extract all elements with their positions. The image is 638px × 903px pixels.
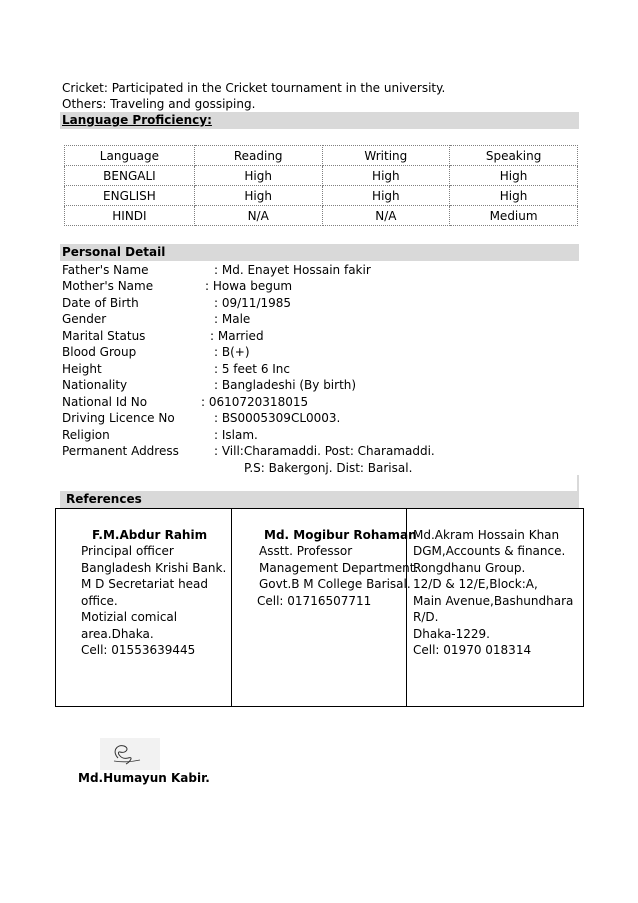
personal-detail-bar — [60, 244, 579, 261]
field-label-mother: Mother's Name — [62, 279, 154, 293]
field-value-nationality: : Bangladeshi (By birth) — [214, 378, 357, 392]
references-bar — [60, 491, 579, 508]
speaking-level: High — [450, 186, 578, 206]
reference-3-line: Dhaka-1229. — [413, 627, 490, 641]
cricket-activity: Cricket: Participated in the Cricket tournament in the university. — [62, 81, 446, 95]
reference-3-line: R/D. — [413, 610, 439, 624]
field-value-address-line2: P.S: Bakergonj. Dist: Barisal. — [244, 461, 413, 475]
references-heading: References — [66, 492, 142, 506]
reference-3-line: Rongdhanu Group. — [413, 561, 526, 575]
language-proficiency-bar — [60, 112, 579, 129]
writing-level: High — [322, 186, 450, 206]
header-writing: Writing — [322, 146, 450, 166]
reference-3-line: DGM,Accounts & finance. — [413, 544, 566, 558]
field-label-gender: Gender — [62, 312, 107, 326]
reading-level: N/A — [194, 206, 322, 226]
language-table-header — [65, 146, 578, 166]
field-label-dob: Date of Birth — [62, 296, 139, 310]
field-value-religion: : Islam. — [214, 428, 258, 442]
reference-1-line: Cell: 01553639445 — [81, 643, 196, 657]
references-bar-top — [577, 475, 579, 491]
header-reading: Reading — [194, 146, 322, 166]
others-activity: Others: Traveling and gossiping. — [62, 97, 256, 111]
reference-2-name: Md. Mogibur Rohaman — [264, 528, 417, 542]
field-label-marital: Marital Status — [62, 329, 146, 343]
field-value-address: : Vill:Charamaddi. Post: Charamaddi. — [214, 444, 435, 458]
references-box — [55, 508, 584, 707]
language-name: HINDI — [65, 206, 195, 226]
header-speaking: Speaking — [450, 146, 578, 166]
field-value-marital: : Married — [210, 329, 264, 343]
language-name: BENGALI — [65, 166, 195, 186]
reference-1-name: F.M.Abdur Rahim — [92, 528, 208, 542]
reference-1-line: Bangladesh Krishi Bank. — [81, 561, 227, 575]
language-proficiency-heading: Language Proficiency: — [62, 113, 212, 127]
field-value-blood: : B(+) — [214, 345, 250, 359]
reference-1-line: area.Dhaka. — [81, 627, 154, 641]
reference-3-line: 12/D & 12/E,Block:A, — [413, 577, 538, 591]
field-label-nationality: Nationality — [62, 378, 128, 392]
speaking-level: High — [450, 166, 578, 186]
reference-3-line: Md.Akram Hossain Khan — [413, 528, 560, 542]
reading-level: High — [194, 166, 322, 186]
writing-level: N/A — [322, 206, 450, 226]
table-row — [65, 166, 578, 186]
table-row — [65, 186, 578, 206]
reference-2-line: Cell: 01716507711 — [257, 594, 372, 608]
field-label-religion: Religion — [62, 428, 110, 442]
reference-1-line: M D Secretariat head — [81, 577, 209, 591]
reference-1-line: Principal officer — [81, 544, 174, 558]
signature-image — [100, 738, 160, 770]
field-value-dob: : 09/11/1985 — [214, 296, 292, 310]
field-label-father: Father's Name — [62, 263, 149, 277]
language-table — [64, 145, 578, 226]
reference-2 — [231, 509, 419, 706]
header-language: Language — [65, 146, 195, 166]
personal-detail-heading: Personal Detail — [62, 245, 166, 259]
speaking-level: Medium — [450, 206, 578, 226]
field-label-nid: National Id No — [62, 395, 148, 409]
reading-level: High — [194, 186, 322, 206]
field-value-height: : 5 feet 6 Inc — [214, 362, 291, 376]
field-value-father: : Md. Enayet Hossain fakir — [214, 263, 371, 277]
field-label-address: Permanent Address — [62, 444, 179, 458]
field-value-gender: : Male — [214, 312, 251, 326]
field-value-driving: : BS0005309CL0003. — [214, 411, 341, 425]
field-value-nid: : 0610720318015 — [201, 395, 309, 409]
reference-1-line: Motizial comical — [81, 610, 178, 624]
field-value-mother: : Howa begum — [205, 279, 293, 293]
reference-3-line: Main Avenue,Bashundhara — [413, 594, 574, 608]
language-name: ENGLISH — [65, 186, 195, 206]
reference-2-line: Asstt. Professor — [259, 544, 353, 558]
table-row — [65, 206, 578, 226]
writing-level: High — [322, 166, 450, 186]
reference-3-line: Cell: 01970 018314 — [413, 643, 532, 657]
field-label-blood: Blood Group — [62, 345, 137, 359]
reference-3 — [406, 509, 584, 706]
reference-2-line: Management Department. — [259, 561, 419, 575]
field-label-height: Height — [62, 362, 102, 376]
reference-2-line: Govt.B M College Barisal. — [259, 577, 411, 591]
reference-1-line: office. — [81, 594, 118, 608]
signature-name: Md.Humayun Kabir. — [78, 771, 210, 785]
reference-1 — [56, 509, 231, 706]
field-label-driving: Driving Licence No — [62, 411, 175, 425]
